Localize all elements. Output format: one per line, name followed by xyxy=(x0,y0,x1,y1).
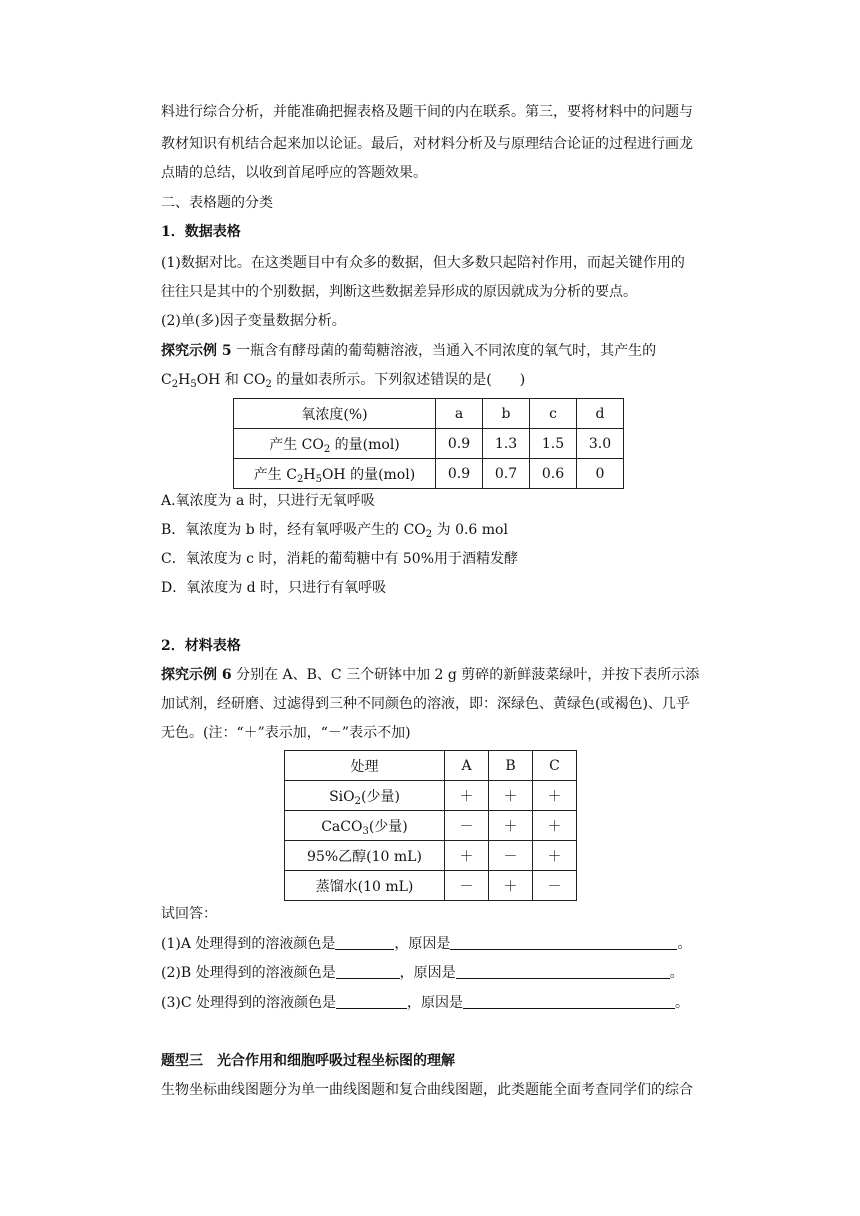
table-row xyxy=(285,841,577,871)
table-row-label: 产生 $C_2H_5OH$ 的量(mol) xyxy=(234,459,436,489)
table-header-cell: c xyxy=(530,399,577,429)
option-b: B．氧浓度为 b 时，经有氧呼吸产生的 $CO_2$ 为 0.6 mol xyxy=(161,522,508,540)
table-cell: 3.0 xyxy=(577,429,624,459)
table-cell: 0 xyxy=(577,459,624,489)
table-cell: － xyxy=(533,871,577,901)
paragraph-line: 点睛的总结，以收到首尾呼应的答题效果。 xyxy=(161,165,427,181)
table-header-cell: 氧浓度(%) xyxy=(234,399,436,429)
table-cell: ＋ xyxy=(533,841,577,871)
table-header-cell: b xyxy=(483,399,530,429)
paragraph-line: (2)单(多)因子变量数据分析。 xyxy=(161,313,346,329)
subsection-heading: 1．数据表格 xyxy=(161,224,241,240)
example-label: 探究示例 6 xyxy=(161,667,232,683)
table-row xyxy=(285,751,577,781)
example-text: 一瓶含有酵母菌的葡萄糖溶液，当通入不同浓度的氧气时，其产生的 xyxy=(236,343,657,359)
table-header-cell: d xyxy=(577,399,624,429)
table-cell: 0.9 xyxy=(436,459,483,489)
paragraph-line: 料进行综合分析，并能准确把握表格及题干间的内在联系。第三，要将材料中的问题与 xyxy=(161,104,693,120)
paragraph-line: 无色。(注：“＋”表示加，“－”表示不加) xyxy=(161,725,411,741)
option-d: D．氧浓度为 d 时，只进行有氧呼吸 xyxy=(161,580,387,596)
example-6-line xyxy=(161,665,699,685)
treatment-table xyxy=(284,750,577,901)
table-cell: ＋ xyxy=(489,871,533,901)
table-row xyxy=(285,781,577,811)
table-header-cell: C xyxy=(533,751,577,781)
table-cell: 1.3 xyxy=(483,429,530,459)
oxygen-table xyxy=(233,398,624,489)
table-row xyxy=(234,429,624,459)
table-row-label: 95%乙醇(10 mL) xyxy=(285,841,445,871)
question-3: (3)C 处理得到的溶液颜色是 ，原因是 。 xyxy=(161,995,689,1011)
table-cell: 0.7 xyxy=(483,459,530,489)
table-cell: ＋ xyxy=(533,811,577,841)
option-a: A.氧浓度为 a 时，只进行无氧呼吸 xyxy=(161,493,375,509)
table-row xyxy=(285,871,577,901)
table-cell: 1.5 xyxy=(530,429,577,459)
table-header-cell: a xyxy=(436,399,483,429)
table-cell: ＋ xyxy=(489,811,533,841)
option-c: C．氧浓度为 c 时，消耗的葡萄糖中有 50%用于酒精发酵 xyxy=(161,551,519,567)
table-row-label: 产生 $CO_2$ 的量(mol) xyxy=(234,429,436,459)
table-row-label: 蒸馏水(10 mL) xyxy=(285,871,445,901)
example-label: 探究示例 5 xyxy=(161,343,232,359)
paragraph-line: 生物坐标曲线图题分为单一曲线图题和复合曲线图题，此类题能全面考查同学们的综合 xyxy=(161,1082,693,1098)
table-header-cell: B xyxy=(489,751,533,781)
type-heading: 题型三 光合作用和细胞呼吸过程坐标图的理解 xyxy=(161,1053,455,1069)
example-5-line-2: $C_2H_5OH$ 和 $CO_2$ 的量如表所示。下列叙述错误的是( ) xyxy=(161,372,526,390)
section-heading: 二、表格题的分类 xyxy=(161,195,273,211)
table-cell: ＋ xyxy=(533,781,577,811)
subsection-heading: 2．材料表格 xyxy=(161,638,241,654)
table-cell: － xyxy=(489,841,533,871)
table-cell: ＋ xyxy=(445,781,489,811)
table-cell: 0.9 xyxy=(436,429,483,459)
answer-blank[interactable] xyxy=(450,935,677,950)
table-cell: － xyxy=(445,871,489,901)
answer-blank[interactable] xyxy=(336,964,400,979)
question-1: (1)A 处理得到的溶液颜色是 ，原因是 。 xyxy=(161,936,692,952)
question-2: (2)B 处理得到的溶液颜色是 ，原因是 。 xyxy=(161,965,684,981)
answer-blank[interactable] xyxy=(456,964,670,979)
answer-blank[interactable] xyxy=(463,994,675,1009)
table-cell: － xyxy=(445,811,489,841)
table-header-cell: A xyxy=(445,751,489,781)
paragraph-line: 加试剂，经研磨、过滤得到三种不同颜色的溶液，即：深绿色、黄绿色(或褐色)、几乎 xyxy=(161,696,690,712)
paragraph-line: (1)数据对比。在这类题目中有众多的数据，但大多数只起陪衬作用，而起关键作用的 xyxy=(161,255,685,271)
table-row xyxy=(234,459,624,489)
answer-blank[interactable] xyxy=(335,935,394,950)
paragraph-line: 教材知识有机结合起来加以论证。最后，对材料分析及与原理结合论证的过程进行画龙 xyxy=(161,136,693,152)
table-row xyxy=(234,399,624,429)
answer-blank[interactable] xyxy=(336,994,407,1009)
table-row-label: SiO$_2$(少量) xyxy=(285,781,445,811)
table-cell: ＋ xyxy=(489,781,533,811)
example-text: 分别在 A、B、C 三个研钵中加 2 g 剪碎的新鲜菠菜绿叶，并按下表所示添 xyxy=(236,667,700,683)
table-cell: 0.6 xyxy=(530,459,577,489)
table-row xyxy=(285,811,577,841)
table-cell: ＋ xyxy=(445,841,489,871)
question-prompt: 试回答： xyxy=(161,906,217,922)
table-row-label: CaCO$_3$(少量) xyxy=(285,811,445,841)
paragraph-line: 往往只是其中的个别数据，判断这些数据差异形成的原因就成为分析的要点。 xyxy=(161,284,637,300)
example-5-line xyxy=(161,341,656,361)
table-header-cell: 处理 xyxy=(285,751,445,781)
